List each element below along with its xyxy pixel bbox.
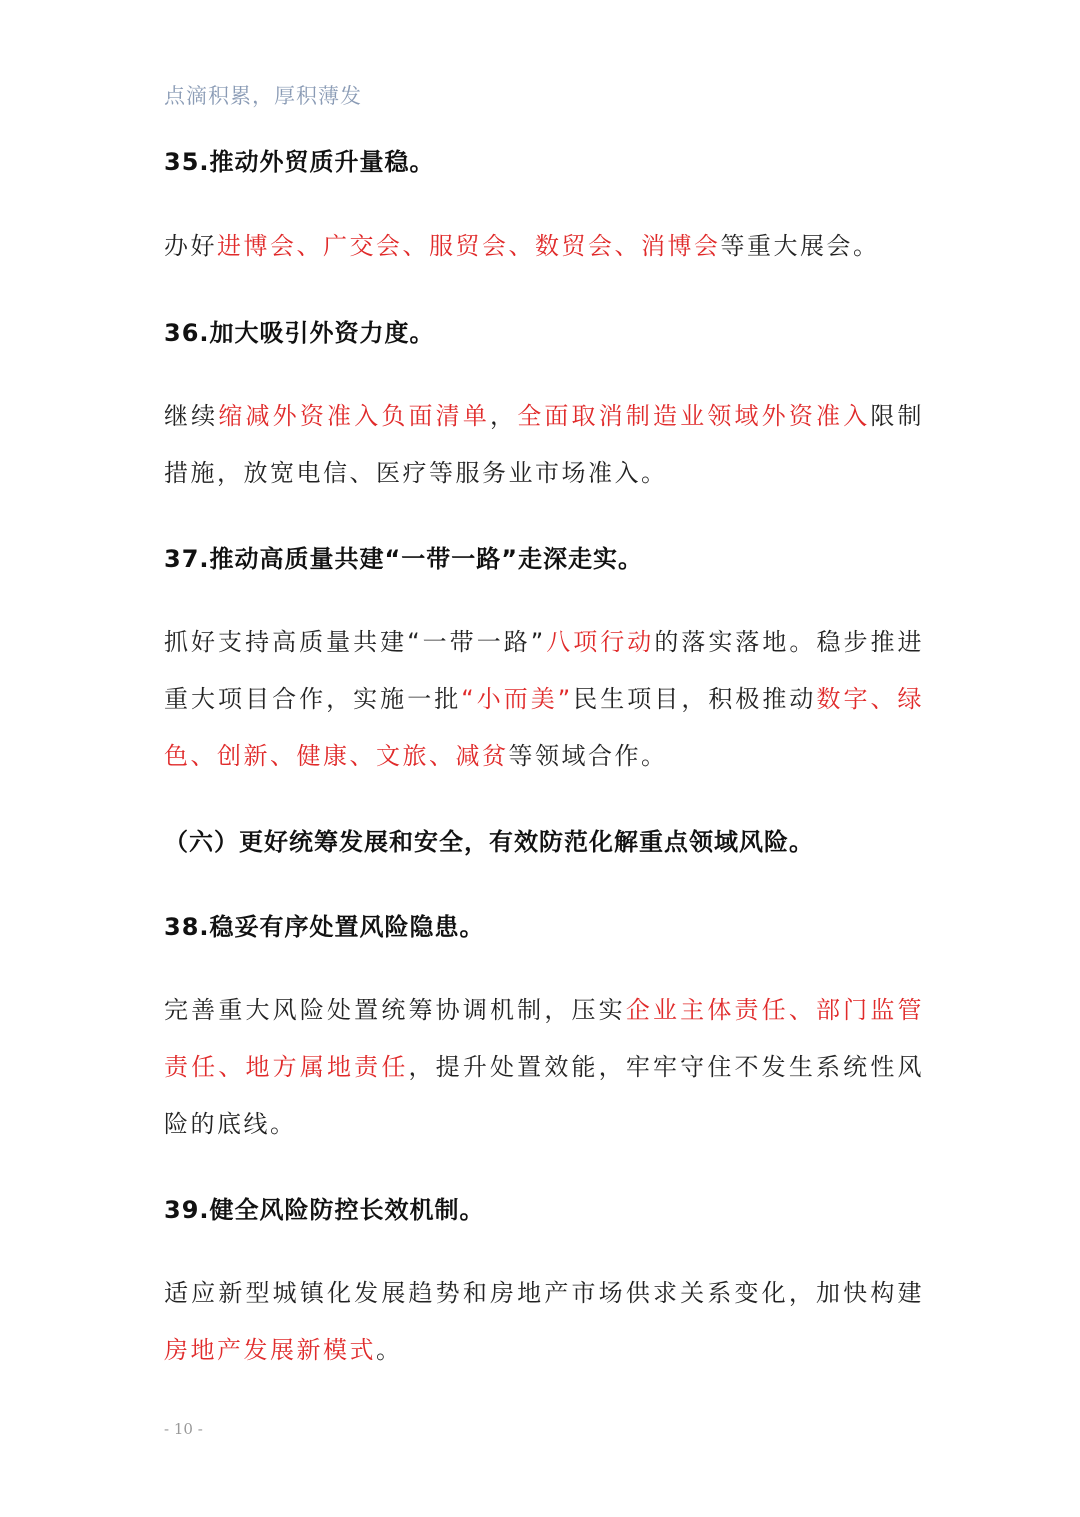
section-37-paragraph	[164, 614, 924, 785]
section-36-paragraph	[164, 388, 924, 502]
text-span: 民生项目，积极推动	[572, 685, 817, 713]
highlight-span: “小而美”	[461, 685, 573, 713]
section-35-paragraph	[164, 218, 924, 275]
section-37-heading: 37.推动高质量共建“一带一路”走深走实。	[164, 545, 644, 573]
text-span: 等重大展会。	[720, 232, 880, 260]
text-span: 等领域合作。	[508, 742, 668, 770]
highlight-span: 企业主体责任、部门监管责任、地方属地责任	[164, 996, 925, 1081]
text-span: ，提升处置效能，牢牢守住不发生系统性风险的底线。	[164, 1053, 924, 1138]
text-span: 限制措施，放宽电信、医疗等服务业市场准入。	[164, 402, 925, 487]
section-38-heading: 38.稳妥有序处置风险隐患。	[164, 913, 485, 941]
highlight-span: 数字、绿色、创新、健康、文旅、减贫	[164, 685, 925, 770]
section-38-paragraph	[164, 982, 924, 1153]
section-35-heading: 35.推动外贸质升量稳。	[164, 148, 435, 176]
section-36-heading: 36.加大吸引外资力度。	[164, 319, 435, 347]
text-span: 完善重大风险处置统筹协调机制，压实	[164, 996, 626, 1024]
highlight-span: 进博会、广交会、服贸会、数贸会、消博会	[217, 232, 721, 260]
text-span: 适应新型城镇化发展趋势和房地产市场供求关系变化，加快构建	[164, 1279, 924, 1307]
text-span: 继续	[164, 402, 219, 430]
page-number: - 10 -	[164, 1420, 203, 1438]
text-span: 办好	[164, 232, 217, 260]
highlight-span: 八项行动	[545, 628, 655, 656]
section-39-paragraph	[164, 1265, 924, 1379]
header-tagline: 点滴积累，厚积薄发	[164, 84, 362, 108]
section-39-heading: 39.健全风险防控长效机制。	[164, 1196, 485, 1224]
highlight-span: 缩减外资准入负面清单	[218, 402, 491, 430]
part-6-heading: （六）更好统筹发展和安全，有效防范化解重点领域风险。	[164, 828, 814, 856]
text-span: 。	[376, 1336, 403, 1364]
highlight-span: 全面取消制造业领域外资准入	[517, 402, 871, 430]
highlight-span: 房地产发展新模式	[164, 1336, 376, 1364]
text-span: 的落实落地。稳步推进重大项目合作，实施一批	[164, 628, 925, 713]
text-span: ，	[490, 402, 518, 430]
text-span: 抓好支持高质量共建“一带一路”	[164, 628, 546, 656]
